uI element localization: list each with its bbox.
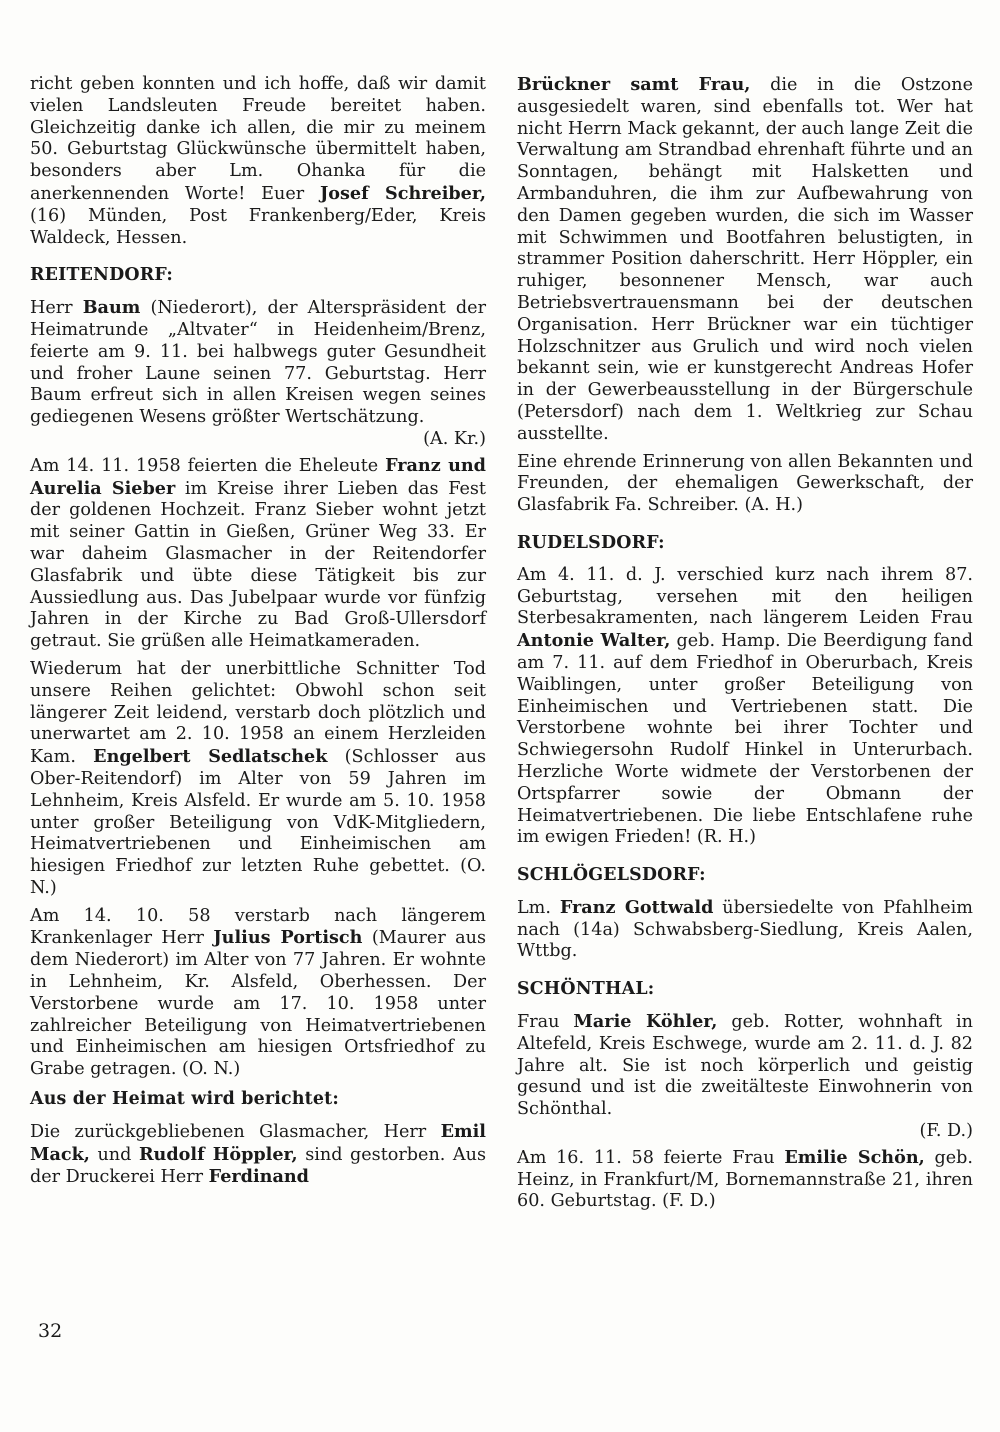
article-baum: Herr Baum (Niederort), der Alterspräsident der Heimatrunde „Altvater“ in Heidenheim/Brenz, feierte am 9. 11. bei halbwegs guter Gesundheit und froher Laune seinen 77. Geburtstag. Herr Baum erfreut sich in allen Kreisen wegen seines gediegenen Wesens größter Wertschätzung. bbox=[30, 297, 486, 428]
article-glasmacher: Die zurückgebliebenen Glasmacher, Herr Emil Mack, und Rudolf Höppler, sind gestorben. Aus der Druckerei Herr Ferdinand bbox=[30, 1120, 486, 1188]
article-sedlatschek: Wiederum hat der unerbittliche Schnitter Tod unsere Reihen gelichtet: Obwohl schon seit längerer Zeit leidend, verstarb doch plötzlich und unerwartet am 2. 10. 1958 an einem Herzleiden Kam. Engelbert Sedlatschek (Schlosser aus Ober-Reitendorf) im Alter von 59 Jahren im Lehnheim, Kreis Alsfeld. Er wurde am 5. 10. 1958 unter großer Beteiligung von VdK-Mitgliedern, Heimatvertriebenen und Einheimischen am hiesigen Friedhof zur letzten Ruhe gebettet. (O. N.) bbox=[30, 658, 486, 898]
article-walter: Am 4. 11. d. J. verschied kurz nach ihrem 87. Geburtstag, versehen mit den heiligen Sterbesakramenten, nach längerem Leiden Frau Antonie Walter, geb. Hamp. Die Beerdigung fand am 7. 11. auf dem Friedhof in Oberurbach, Kreis Waiblingen, unter großer Beteiligung von Einheimischen und Vertriebenen statt. Die Verstorbene wohnte bei ihrer Tochter und Schwiegersohn Rudolf Hinkel in Unterurbach. Herzliche Worte widmete der Verstorbenen der Ortspfarrer sowie der Obmann der Heimatvertriebenen. Die liebe Entschlafene ruhe im ewigen Frieden! (R. H.) bbox=[517, 564, 973, 848]
author-initials: (A. Kr.) bbox=[423, 428, 486, 449]
section-heading-heimat: Aus der Heimat wird berichtet: bbox=[30, 1089, 340, 1110]
person-name: Emilie Schön, bbox=[784, 1146, 925, 1168]
article-brueckner: Brückner samt Frau, die in die Ostzone ausgesiedelt waren, sind ebenfalls tot. Wer hat nicht Herrn Mack gekannt, der auch lange Zeit die Verwaltung am Strandbad ehrenhaft führte und an Sonntagen, behängt mit Halsketten und Armbanduhren, die ihm zur Aufbewahrung von den Damen gegeben wurden, die sich im Wasser mit Schwimmen und Bootfahren belustigten, in strammer Position daherschritt. Herr Höppler, ein ruhiger, besonnener Mensch, war auch Betriebsvertrauensmann bei der deutschen Organisation. Herr Brückner war ein tüchtiger Holzschnitzer aus Grulich und wird noch vielen bekannt sein, wie er kunstgerecht Andreas Hofer in der Gewerbeausstellung in der Bürgerschule (Petersdorf) nach dem 1. Weltkrieg zur Schau ausstellte. bbox=[517, 74, 974, 444]
article-portisch: Am 14. 10. 58 verstarb nach längerem Krankenlager Herr Julius Portisch (Maurer aus dem Niederort) im Alter von 77 Jahren. Er wohnte in Lehnheim, Kr. Alsfeld, Oberhessen. Der Verstorbene wurde am 17. 10. 1958 unter zahlreicher Beteiligung von Heimatvertriebenen und Einheimischen am hiesigen Ortsfriedhof zu Grabe getragen. (O. N.) bbox=[30, 905, 486, 1080]
person-name: Engelbert Sedlatschek bbox=[93, 746, 328, 768]
person-name: Franz Gottwald bbox=[559, 896, 714, 918]
person-name: Antonie Walter, bbox=[517, 630, 671, 652]
section-heading-schloegelsdorf: SCHLÖGELSDORF: bbox=[517, 865, 706, 886]
person-name: Baum bbox=[82, 297, 141, 319]
author-initials: (F. D.) bbox=[919, 1121, 973, 1142]
article-schoen: Am 16. 11. 58 feierte Frau Emilie Schön, geb. Heinz, in Frankfurt/M, Bornemannstraße 21, ihren 60. Geburtstag. (F. D.) bbox=[517, 1146, 973, 1212]
left-column bbox=[30, 74, 486, 1195]
article-koehler: Frau Marie Köhler, geb. Rotter, wohnhaft in Altefeld, Kreis Eschwege, wurde am 2. 11. d. J. 82 Jahre alt. Sie ist noch körperlich und geistig gesund und ist die zweitälteste Einwohnerin von Schönthal. bbox=[517, 1011, 973, 1120]
article-sieber: Am 14. 11. 1958 feierten die Eheleute Franz und Aurelia Sieber im Kreise ihrer Lieben das Fest der goldenen Hochzeit. Franz Sieber wohnt jetzt mit seiner Gattin in Gießen, Grüner Weg 33. Er war daheim Glasmacher in der Reitendorfer Glasfabrik und übte diese Tätigkeit bis zur Aussiedlung aus. Das Jubelpaar wurde vor fünfzig Jahren in der Kirche zu Bad Groß-Ullersdorf getraut. Sie grüßen alle Heimatkameraden. bbox=[30, 454, 486, 652]
person-name: Julius Portisch bbox=[213, 927, 363, 949]
person-name: Brückner samt Frau, bbox=[517, 74, 751, 95]
section-heading-reitendorf: REITENDORF: bbox=[30, 265, 173, 286]
section-heading-rudelsdorf: RUDELSDORF: bbox=[517, 532, 665, 553]
person-name: Marie Köhler, bbox=[573, 1011, 718, 1033]
person-name: Franz und Aurelia Sieber bbox=[30, 454, 486, 499]
person-name: Josef Schreiber, bbox=[319, 182, 486, 204]
person-name: Rudolf Höppler, bbox=[138, 1143, 298, 1165]
article-schreiber-thanks: richt geben konnten und ich hoffe, daß wir damit vielen Landsleuten Freude bereitet haben. Gleichzeitig danke ich allen, die mir zu meinem 50. Geburtstag Glückwünsche übermittelt haben, besonders aber Lm. Ohanka für die anerkennenden Worte! Euer Josef Schreiber, (16) Münden, Post Frankenberg/Eder, Kreis Waldeck, Hessen. bbox=[30, 74, 486, 248]
article-remembrance: Eine ehrende Erinnerung von allen Bekannten und Freunden, der ehemaligen Gewerkschaft, der Glasfabrik Fa. Schreiber. (A. H.) bbox=[517, 451, 973, 516]
right-column bbox=[517, 74, 973, 1219]
article-gottwald: Lm. Franz Gottwald übersiedelte von Pfahlheim nach (14a) Schwabsberg-Siedlung, Kreis Aalen, Wttbg. bbox=[517, 896, 973, 962]
person-name: Ferdinand bbox=[208, 1166, 309, 1188]
section-heading-schoenthal: SCHÖNTHAL: bbox=[517, 979, 655, 1000]
page-number: 32 bbox=[38, 1320, 63, 1342]
person-name: Emil Mack, bbox=[30, 1120, 486, 1165]
